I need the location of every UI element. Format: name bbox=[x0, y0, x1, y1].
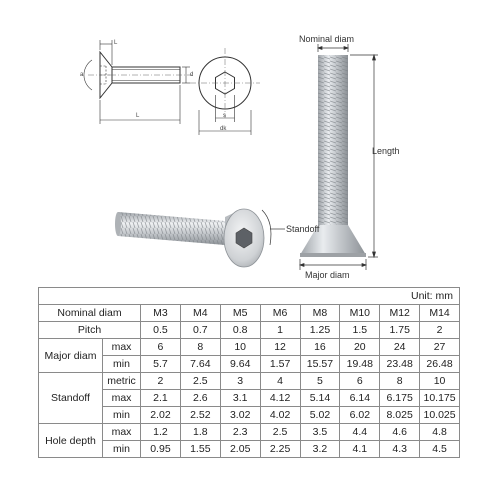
table-cell: 2 bbox=[141, 373, 181, 390]
standoff-max-row bbox=[39, 390, 460, 407]
sub-label: metric bbox=[103, 373, 141, 390]
major-diam-label: Major diam bbox=[305, 270, 350, 280]
length-dimension bbox=[350, 55, 378, 257]
table-cell: 23.48 bbox=[380, 356, 420, 373]
table-cell: 2.5 bbox=[180, 373, 220, 390]
header-label: Nominal diam bbox=[39, 305, 141, 322]
size-header: M5 bbox=[220, 305, 260, 322]
standoff-label: Standoff bbox=[286, 224, 320, 234]
table-cell: 5.14 bbox=[300, 390, 340, 407]
table-cell: 3.5 bbox=[300, 424, 340, 441]
table-cell: 2.05 bbox=[220, 441, 260, 458]
table-cell: 2.5 bbox=[260, 424, 300, 441]
table-cell: 2.52 bbox=[180, 407, 220, 424]
table-cell: 2.25 bbox=[260, 441, 300, 458]
table-cell: 8 bbox=[380, 373, 420, 390]
pitch-label: Pitch bbox=[39, 322, 141, 339]
table-cell: 5 bbox=[300, 373, 340, 390]
table-cell: 1.25 bbox=[300, 322, 340, 339]
size-header: M8 bbox=[300, 305, 340, 322]
table-cell: 12 bbox=[260, 339, 300, 356]
table-cell: 4.3 bbox=[380, 441, 420, 458]
table-cell: 8 bbox=[180, 339, 220, 356]
dim-letter-dk: dk bbox=[220, 126, 227, 132]
table-cell: 1.55 bbox=[180, 441, 220, 458]
table-cell: 3.02 bbox=[220, 407, 260, 424]
table-cell: 4.1 bbox=[340, 441, 380, 458]
standoff-pointer bbox=[262, 210, 285, 245]
table-cell: 4 bbox=[260, 373, 300, 390]
table-cell: 1 bbox=[260, 322, 300, 339]
major-diam-dimension bbox=[300, 259, 366, 270]
table-cell: 20 bbox=[340, 339, 380, 356]
sub-label: min bbox=[103, 407, 141, 424]
sub-label: max bbox=[103, 390, 141, 407]
size-header: M10 bbox=[340, 305, 380, 322]
hole-depth-min-row bbox=[39, 441, 460, 458]
length-label: Length bbox=[372, 146, 400, 156]
table-cell: 5.02 bbox=[300, 407, 340, 424]
major-diam-min-row bbox=[39, 356, 460, 373]
table-cell: 2.3 bbox=[220, 424, 260, 441]
sub-label: min bbox=[103, 356, 141, 373]
table-cell: 7.64 bbox=[180, 356, 220, 373]
table-cell: 6.175 bbox=[380, 390, 420, 407]
size-header: M14 bbox=[420, 305, 460, 322]
table-cell: 1.2 bbox=[141, 424, 181, 441]
table-cell: 4.12 bbox=[260, 390, 300, 407]
table-cell: 4.8 bbox=[420, 424, 460, 441]
side-view-drawing bbox=[84, 40, 192, 124]
table-cell: 4.6 bbox=[380, 424, 420, 441]
major-diam-max-row bbox=[39, 339, 460, 356]
table-cell: 24 bbox=[380, 339, 420, 356]
screw-photo-horizontal bbox=[115, 209, 264, 267]
table-cell: 1.75 bbox=[380, 322, 420, 339]
major-diam-label-cell: Major diam bbox=[39, 339, 103, 373]
table-cell: 0.5 bbox=[141, 322, 181, 339]
table-cell: 15.57 bbox=[300, 356, 340, 373]
pitch-row bbox=[39, 322, 460, 339]
table-cell: 4.02 bbox=[260, 407, 300, 424]
table-cell: 1.57 bbox=[260, 356, 300, 373]
nominal-diam-label: Nominal diam bbox=[299, 34, 355, 44]
table-cell: 3 bbox=[220, 373, 260, 390]
table-cell: 6.14 bbox=[340, 390, 380, 407]
nominal-diam-dimension bbox=[318, 44, 348, 52]
table-cell: 4.4 bbox=[340, 424, 380, 441]
dim-letter-l-top: L bbox=[114, 40, 118, 46]
table-cell: 1.8 bbox=[180, 424, 220, 441]
table-cell: 5.7 bbox=[141, 356, 181, 373]
table-cell: 6 bbox=[141, 339, 181, 356]
unit-cell: Unit: mm bbox=[39, 288, 460, 305]
table-cell: 9.64 bbox=[220, 356, 260, 373]
table-cell: 26.48 bbox=[420, 356, 460, 373]
unit-row bbox=[39, 288, 460, 305]
table-cell: 2 bbox=[420, 322, 460, 339]
table-cell: 2.6 bbox=[180, 390, 220, 407]
table-cell: 6 bbox=[340, 373, 380, 390]
table-cell: 19.48 bbox=[340, 356, 380, 373]
size-header: M4 bbox=[180, 305, 220, 322]
table-cell: 10.175 bbox=[420, 390, 460, 407]
sub-label: max bbox=[103, 424, 141, 441]
dim-letter-l-bottom: L bbox=[136, 113, 140, 119]
table-cell: 0.7 bbox=[180, 322, 220, 339]
header-row bbox=[39, 305, 460, 322]
sub-label: min bbox=[103, 441, 141, 458]
table-cell: 10.025 bbox=[420, 407, 460, 424]
table-cell: 0.95 bbox=[141, 441, 181, 458]
end-view-drawing bbox=[190, 48, 260, 135]
dim-letter-a: a bbox=[80, 72, 84, 78]
table-cell: 16 bbox=[300, 339, 340, 356]
table-cell: 3.2 bbox=[300, 441, 340, 458]
standoff-label-cell: Standoff bbox=[39, 373, 103, 424]
table-cell: 6.02 bbox=[340, 407, 380, 424]
hole-depth-label-cell: Hole depth bbox=[39, 424, 103, 458]
size-header: M6 bbox=[260, 305, 300, 322]
dim-letter-s: s bbox=[223, 113, 226, 119]
table-cell: 10 bbox=[220, 339, 260, 356]
table-cell: 27 bbox=[420, 339, 460, 356]
table-cell: 10 bbox=[420, 373, 460, 390]
standoff-min-row bbox=[39, 407, 460, 424]
table-cell: 8.025 bbox=[380, 407, 420, 424]
hole-depth-max-row bbox=[39, 424, 460, 441]
table-cell: 1.5 bbox=[340, 322, 380, 339]
table-cell: 0.8 bbox=[220, 322, 260, 339]
dim-letter-d: d bbox=[190, 72, 194, 78]
table-cell: 4.5 bbox=[420, 441, 460, 458]
spec-table bbox=[38, 287, 460, 458]
standoff-metric-row bbox=[39, 373, 460, 390]
sub-label: max bbox=[103, 339, 141, 356]
table-cell: 3.1 bbox=[220, 390, 260, 407]
size-header: M12 bbox=[380, 305, 420, 322]
table-cell: 2.1 bbox=[141, 390, 181, 407]
size-header: M3 bbox=[141, 305, 181, 322]
table-cell: 2.02 bbox=[141, 407, 181, 424]
